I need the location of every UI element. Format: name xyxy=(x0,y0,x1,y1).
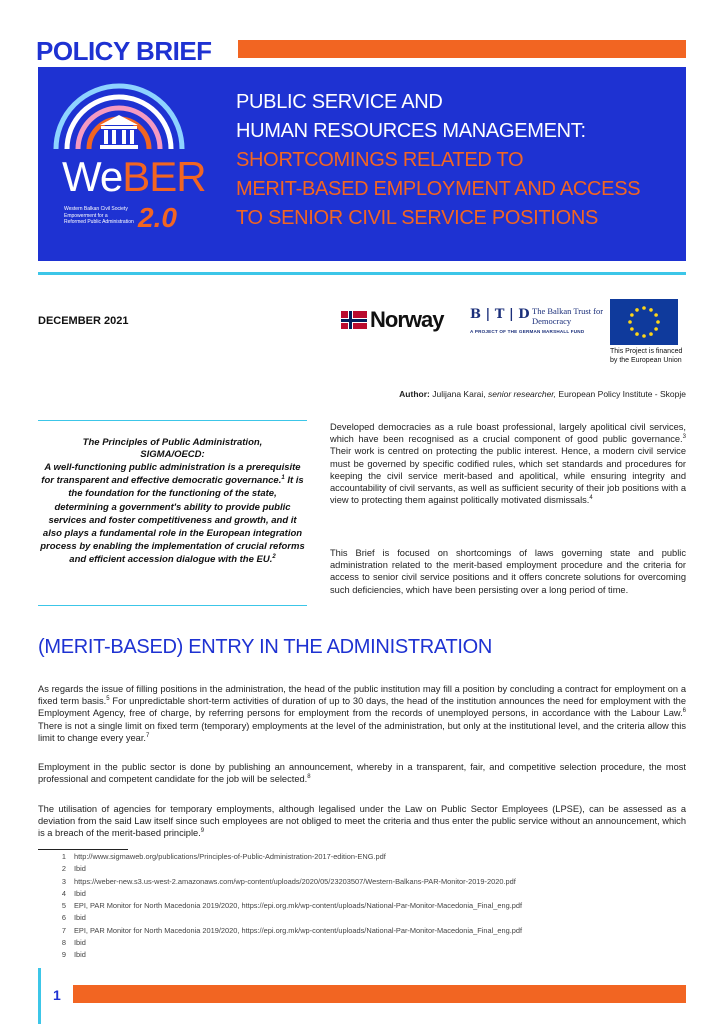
footnote: 3 https://weber-new.s3.us-west-2.amazonaws.com/wp-content/uploads/2020/05/23203507/Western-Balkans-PAR-Monitor-2019-2020.pdf xyxy=(61,876,516,886)
btd-letters: B | T | D xyxy=(470,307,530,322)
quote-body: A well-functioning public administration is a prerequisite for transparent and effective democratic governance.$^1$ It is the foundation for the functioning of the state, determining a government's ability to provide public services and foster competitiveness and growth, and it also plays a fundamental role in the European integration process by enabling the implementation of crucial reforms and efficient accession dialogue with the EU.$^2$ xyxy=(40,462,305,566)
eu-flag-icon xyxy=(610,299,678,345)
footnote: 5 EPI, PAR Monitor for North Macedonia 2019/2020, https://epi.org.mk/wp-content/uploads/National-Par-Monitor-Macedonia_Final_eng.pdf xyxy=(61,901,523,911)
footnote: 7 EPI, PAR Monitor for North Macedonia 2019/2020, https://epi.org.mk/wp-content/uploads/National-Par-Monitor-Macedonia_Final_eng.pdf xyxy=(61,925,523,935)
header-accent-bar xyxy=(238,40,686,58)
page-number-accent xyxy=(38,968,41,1024)
weber-logo xyxy=(38,67,218,261)
document-title: POLICY BRIEF xyxy=(36,36,212,66)
norway-wordmark: Norway xyxy=(370,307,444,332)
footnote-ref: 4 xyxy=(589,495,593,502)
banner-title xyxy=(236,88,676,233)
btd-logo xyxy=(470,305,610,341)
btd-fund-line: A PROJECT OF THE GERMAN MARSHALL FUND xyxy=(470,329,585,334)
footnote: 6 Ibid xyxy=(61,913,86,923)
norway-flag-icon xyxy=(341,311,367,329)
banner-subtitle-line: MERIT-BASED EMPLOYMENT AND ACCESS xyxy=(236,178,641,200)
intro-paragraph: Developed democracies as a rule boast professional, largely apolitical civil services, which have been recognised as a crucial component of good public governance.$^3$ Their work is centred on protecting the public interest. Hence, a modern civil service must be governed by specific codified rules, which set standards and procedures for keeping the civil service merit-based and apolitical, while ensuring integrity and accountability of civil servants, as well as sufficient security of their job positions with a view to protecting them against politically motivated dismissals.$^4$ xyxy=(330,422,686,506)
banner-subtitle-line: SHORTCOMINGS RELATED TO xyxy=(236,149,524,171)
body-paragraph: Employment in the public sector is done by publishing an announcement, whereby in a transparent, fair, and competitive selection procedure, the most professional and competent candidate for the job will be selected.$^8$ xyxy=(38,762,686,785)
footnote-ref: 5 xyxy=(106,696,110,703)
footnote-ref: 7 xyxy=(146,732,150,739)
author-label: Author: xyxy=(399,389,430,399)
footnote-divider xyxy=(38,849,128,850)
body-paragraph: The utilisation of agencies for temporary employments, although legalised under the Law on Public Sector Employees (LPSE), can be assessed as a deviation from the said Law itself since such employees are not obliged to meet the criteria and thus enter the public service without an announcement, which is a breach of the merit-based principle.$^9$ xyxy=(38,804,686,839)
quote-heading: The Principles of Public Administration, SIGMA/OECD: xyxy=(82,437,263,460)
author-name: Julijana Karai, xyxy=(432,389,486,399)
logo-wordmark: WeBER xyxy=(62,153,206,200)
eu-funding-note: This Project is financed by the European Union xyxy=(610,348,683,364)
body-paragraph: As regards the issue of filling positions in the administration, the head of the public institution may fill a position by concluding a contract for employment on a fixed term basis.$^5$ For unpredictable short-term activities of duration of up to 30 days, the head of the institution announces the need for employment with the Employment Agency, free of charge, by referring persons for employment from the records of unemployed persons, in accordance with the Labour Law.$^6$ There is not a single limit on fixed term (temporary) employments at the level of the administration, but only at the institutional level, and the criteria allow this limit to change every year.$^7$ xyxy=(38,684,686,743)
banner-divider xyxy=(38,272,686,275)
footnote-list xyxy=(52,851,692,962)
norway-logo xyxy=(341,309,459,333)
logo-tagline: Western Balkan Civil Society Empowerment for a Reformed Public Administration xyxy=(64,206,134,225)
footnote-ref: 3 xyxy=(682,434,686,441)
banner-title-line: PUBLIC SERVICE AND xyxy=(236,91,443,113)
footnote: 2 Ibid xyxy=(61,864,86,874)
footnote: 9 Ibid xyxy=(61,950,86,960)
logo-version: 2.0 xyxy=(138,202,177,233)
page-number: 1 xyxy=(53,987,61,1003)
footnote: 1 http://www.sigmaweb.org/publications/Principles-of-Public-Administration-2017-edition-ENG.pdf xyxy=(61,852,386,861)
footnote-ref: 9 xyxy=(200,828,205,835)
footnote: 8 Ibid xyxy=(61,938,86,948)
banner-title-line: HUMAN RESOURCES MANAGEMENT: xyxy=(236,120,586,142)
author-line xyxy=(300,389,686,399)
footnote-ref: 2 xyxy=(272,554,276,561)
intro-paragraph: This Brief is focused on shortcomings of laws governing state and public administration related to the merit-based employment procedure and the criteria for access to senior civil service positions and it offers concrete solutions for overcoming such deficiencies, which have been persisting over a long period of time. xyxy=(330,548,686,595)
footnote-ref: 1 xyxy=(281,475,285,482)
publication-date: DECEMBER 2021 xyxy=(38,315,129,327)
footnote-ref: 8 xyxy=(307,774,311,781)
author-role: senior researcher, xyxy=(488,389,557,399)
btd-name: The Balkan Trust for Democracy xyxy=(532,306,604,326)
footnote: 4 Ibid xyxy=(61,888,86,898)
author-org: European Policy Institute - Skopje xyxy=(558,389,686,399)
section-heading: (MERIT-BASED) ENTRY IN THE ADMINISTRATION xyxy=(38,636,493,658)
footnote-ref: 6 xyxy=(682,708,686,715)
footer-accent-bar xyxy=(73,985,686,1003)
banner-subtitle-line: TO SENIOR CIVIL SERVICE POSITIONS xyxy=(236,207,599,229)
